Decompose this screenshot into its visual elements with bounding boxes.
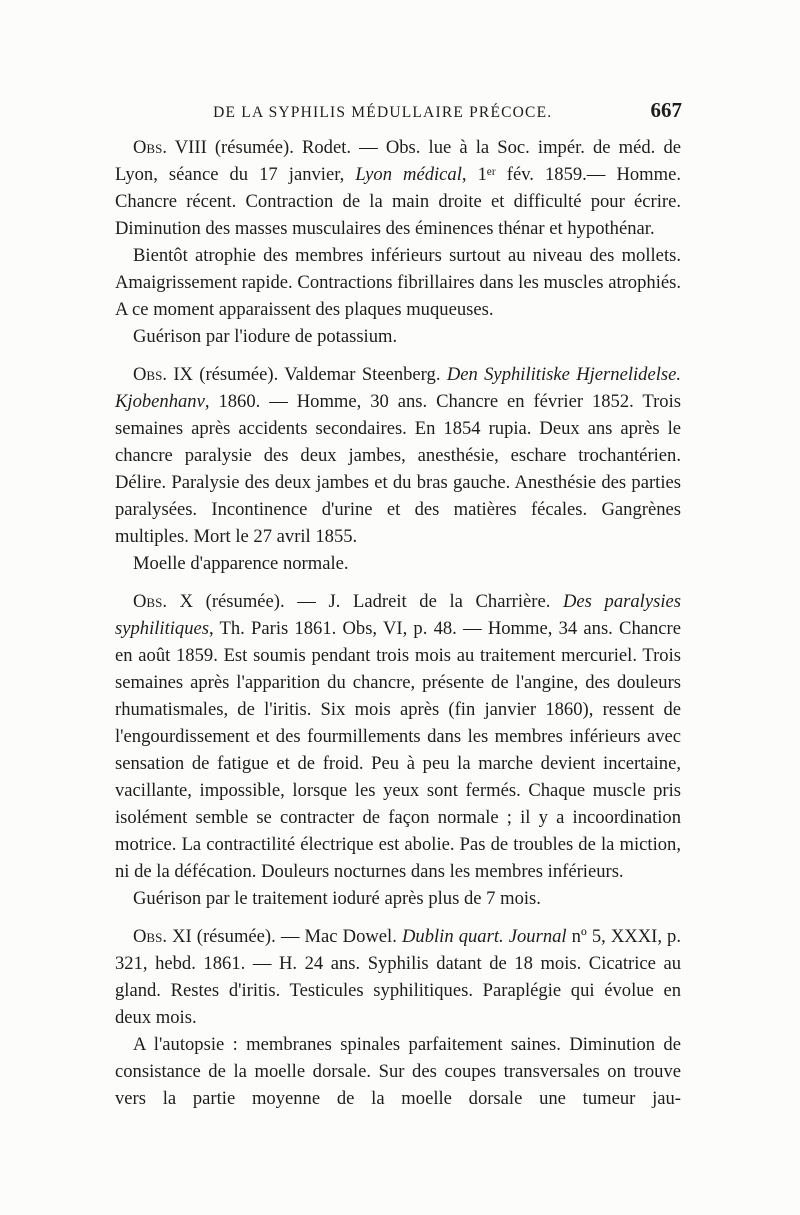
obs-10-intro: X (résumée). — J. Ladreit de la Charrière.: [166, 591, 563, 612]
obs-10-source: Des paralysies syphilitiques: [115, 591, 681, 639]
running-title: DE LA SYPHILIS MÉDULLAIRE PRÉCOCE.: [213, 104, 553, 121]
obs-11-intro: XI (résumée). — Mac Dowel.: [166, 926, 402, 947]
obs-label: Obs.: [133, 364, 167, 385]
obs-11-text: nº 5, XXXI, p. 321, hebd. 1861. — H. 24 ans. Syphilis datant de 18 mois. Cicatrice au gland. Restes d'iritis. Testicules syphilitiques. Paraplégie qui évolue en deux mois.: [115, 926, 682, 1028]
section-gap: [115, 577, 681, 588]
obs-8-source: Lyon médical: [355, 164, 462, 185]
obs-10-paragraph: [115, 588, 681, 885]
obs-11-paragraph: [115, 923, 681, 1031]
obs-11-source: Dublin quart. Journal: [401, 926, 567, 947]
obs-9-text: , 1860. — Homme, 30 ans. Chancre en février 1852. Trois semaines après accidents secondaires. En 1854 rupia. Deux ans après le chancre paralysie des deux jambes, anesthésie, eschare trochantérien. Délire. Paralysie des deux jambes et du bras gauche. Anesthésie des parties paralysées. Incontinence d'urine et des matières fécales. Gangrènes multiples. Mort le 27 avril 1855.: [115, 391, 681, 547]
obs-label: Obs.: [133, 591, 167, 612]
obs-8-paragraph-2: Bientôt atrophie des membres inférieurs surtout au niveau des mollets. Amaigrissement rapide. Contractions fibrillaires dans les muscles atrophiés. A ce moment apparaissent des plaques muqueuses.: [115, 245, 681, 320]
obs-10-paragraph-2: Guérison par le traitement ioduré après plus de 7 mois.: [133, 888, 541, 909]
obs-8-text: , 1ᵉʳ fév. 1859.— Homme. Chancre récent. Contraction de la main droite et difficulté pour écrire. Diminution des masses musculaires des éminences thénar et hypothénar.: [115, 164, 681, 239]
page-number: 667: [650, 98, 682, 122]
section-gap: [115, 912, 681, 923]
obs-8-intro: VIII (résumée). Rodet. — Obs. lue à la Soc. impér. de méd. de Lyon, séance du 17 janvier,: [115, 137, 681, 185]
obs-label: Obs.: [133, 137, 167, 158]
obs-10-text: , Th. Paris 1861. Obs, VI, p. 48. — Homme, 34 ans. Chancre en août 1859. Est soumis pendant trois mois au traitement mercuriel. Trois semaines après l'apparition du chancre, présente de l'angine, des douleurs rhumatismales, de l'iritis. Six mois après (fin janvier 1860), ressent de l'engourdissement et des fourmillements dans les membres inférieurs avec sensation de fatigue et de froid. Peu à peu la marche devient incertaine, vacillante, impossible, lorsque les yeux sont fermés. Chaque muscle pris isolément semble se contracter de façon normale ; il y a incoordination motrice. La contractilité électrique est abolie. Pas de troubles de la miction, ni de la défécation. Douleurs nocturnes dans les membres inférieurs.: [115, 618, 681, 882]
obs-8-paragraph: [115, 134, 681, 242]
obs-label: Obs.: [133, 926, 167, 947]
obs-9-paragraph: [115, 361, 681, 550]
obs-11-paragraph-2: A l'autopsie : membranes spinales parfaitement saines. Diminution de consistance de la moelle dorsale. Sur des coupes transversales on trouve vers la partie moyenne de la moelle dorsale une tumeur jau-: [115, 1034, 681, 1109]
obs-9-paragraph-2: Moelle d'apparence normale.: [133, 553, 349, 574]
obs-9-source: Den Syphilitiske Hjernelidelse. Kjobenhanv: [115, 364, 682, 412]
running-head: [115, 98, 682, 124]
section-gap: [115, 350, 681, 361]
obs-9-intro: IX (résumée). Valdemar Steenberg.: [166, 364, 447, 385]
obs-8-paragraph-3: Guérison par l'iodure de potassium.: [133, 326, 398, 347]
body-text: [115, 134, 681, 1112]
